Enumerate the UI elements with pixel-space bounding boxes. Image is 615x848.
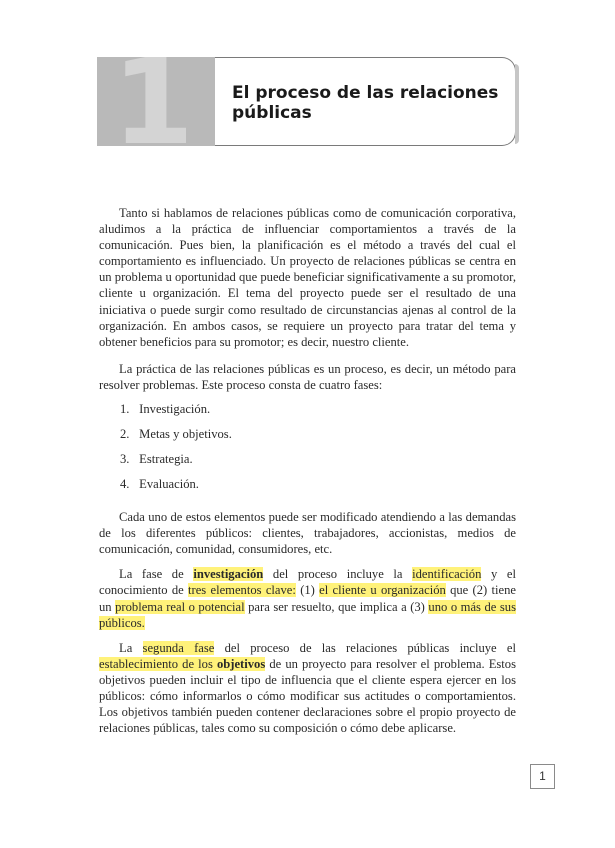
highlight: el cliente u organización bbox=[319, 583, 446, 598]
highlight: segunda fase bbox=[142, 640, 215, 655]
paragraph-modifiable: Cada uno de estos elementos puede ser modificado atendiendo a las demandas de los diferentes públicos: clientes, trabajadores, accionistas, medios de comunicación, comunidad, consumidores, etc. bbox=[99, 510, 516, 557]
chapter-title: El proceso de las relaciones públicas bbox=[232, 83, 499, 123]
phase-item: 2. Metas y objetivos. bbox=[120, 427, 232, 442]
highlight: identificación bbox=[412, 567, 482, 582]
phase-item: 3. Estrategia. bbox=[120, 452, 193, 467]
highlight: uno o más de sus públicos. bbox=[99, 599, 516, 630]
highlight: establecimiento de los bbox=[99, 656, 217, 671]
phases-list bbox=[99, 401, 516, 501]
highlight: tres elementos clave: bbox=[188, 583, 296, 598]
highlight: objetivos bbox=[216, 656, 266, 671]
phase-item: 1. Investigación. bbox=[120, 402, 211, 417]
page-number: 1 bbox=[530, 764, 555, 789]
paragraph-intro: Tanto si hablamos de relaciones públicas como de comunicación corporativa, aludimos a la práctica de influenciar comportamientos a través de la comunicación. Pues bien, la planificación es el método a través del cual el comportamiento es influenciado. Un proyecto de relaciones públicas se centra en un problema u oportunidad que puede beneficiar significativamente a su promotor, cliente u organización. El tema del proyecto puede ser el resultado de una iniciativa o puede surgir como resultado de circunstancias ajenas al control de la organización. En ambos casos, se requiere un proyecto para tratar del tema y obtener beneficios para su promotor; es decir, nuestro cliente. bbox=[99, 206, 516, 349]
paragraph-process: La práctica de las relaciones públicas es un proceso, es decir, un método para resolver problemas. Este proceso consta de cuatro fases: bbox=[99, 361, 516, 392]
body-text bbox=[99, 205, 516, 736]
highlight: problema real o potencial bbox=[115, 599, 245, 614]
highlight: investigación bbox=[193, 567, 264, 582]
paragraph-investigation: La fase de investigación del proceso incluye la identificación y el conocimiento de tres elementos clave: (1) el cliente u organización que (2) tiene un problema real o potencial para ser resuelto, que implica a (3) uno o más de sus públicos. bbox=[99, 567, 517, 630]
paragraph-objectives: La segunda fase del proceso de las relaciones públicas incluye el establecimiento de los objetivos de un proyecto para resolver el problema. Estos objetivos pueden incluir el tipo de influencia que el cliente espera ejercer en los públicos: cómo informarlos o cómo modificar sus actitudes o comportamientos. Los objetivos también pueden contener declaraciones sobre el propio proyecto de relaciones públicas, tales como su composición o cómo debe aplicarse. bbox=[99, 640, 516, 736]
chapter-title-box bbox=[215, 57, 516, 146]
phase-item: 4. Evaluación. bbox=[120, 477, 199, 492]
chapter-number: 1 bbox=[112, 33, 191, 171]
